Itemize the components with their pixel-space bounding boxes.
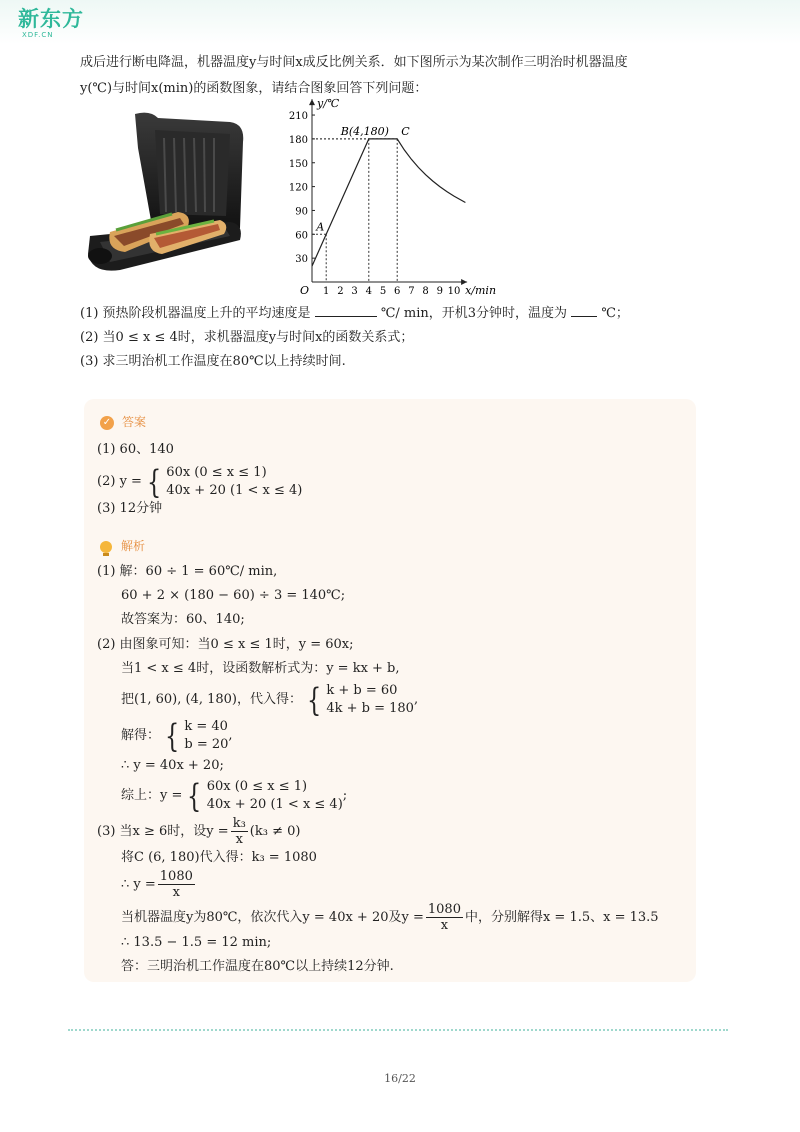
- fraction-denominator: x: [172, 885, 180, 900]
- brand-logo-sub: XDF.CN: [22, 31, 54, 39]
- question-1-prefix: (1) 预热阶段机器温度上升的平均速度是: [80, 306, 311, 321]
- series-line: [312, 139, 465, 266]
- question-1-suffix: ℃；: [601, 306, 629, 321]
- fraction-k3-over-x: [231, 816, 248, 847]
- analysis-1-line-1: (1) 解：60 ÷ 1 = 60℃/ min,: [97, 564, 278, 579]
- analysis-2-line-4: [121, 716, 233, 756]
- point-label: A: [316, 220, 325, 234]
- summary-case-1: 60x (0 ≤ x ≤ 1): [206, 778, 308, 794]
- answer-2-y: y =: [119, 474, 142, 489]
- answer-blank-1: [315, 304, 377, 317]
- y-tick-label: 180: [288, 134, 308, 146]
- analysis-1-line-3: 故答案为：60、140;: [121, 612, 245, 627]
- y-axis-label: y/℃: [317, 97, 340, 111]
- analysis-3-line-1-suffix: (k₃ ≠ 0): [249, 824, 301, 839]
- question-2: (2) 当0 ≤ x ≤ 4时，求机器温度y与时间x的函数关系式；: [80, 330, 414, 345]
- answer-blank-2: [571, 304, 597, 317]
- point-label: B(4,180): [340, 124, 389, 138]
- analysis-3-line-2: 将C (6, 180)代入得：k₃ = 1080: [121, 850, 317, 865]
- analysis-2-line-5: ∴ y = 40x + 20;: [121, 758, 224, 773]
- analysis-3-line-3: [121, 868, 197, 902]
- fraction-numerator: 1080: [427, 902, 461, 917]
- temperature-time-chart: [262, 96, 502, 296]
- analysis-2-line-3: [121, 680, 418, 720]
- analysis-2-line-2: 当1 < x ≤ 4时，设函数解析式为：y = kx + b,: [121, 661, 400, 676]
- analysis-2-system-2: [184, 718, 228, 754]
- x-axis-label: x/min: [465, 284, 497, 296]
- analysis-3-line-4-suffix: 中，分别解得x = 1.5、x = 13.5: [464, 910, 659, 925]
- x-tick-label: 2: [337, 286, 344, 296]
- y-tick-label: 60: [295, 230, 308, 242]
- system-2-eq-1: k = 40: [184, 718, 228, 734]
- x-tick-label: 10: [447, 286, 461, 296]
- fraction-numerator: k₃: [232, 816, 246, 831]
- analysis-2-line-3-prefix: 把(1, 60), (4, 180)，代入得：: [121, 692, 302, 707]
- sandwich-maker-icon: [80, 108, 250, 278]
- brace-icon: {: [187, 776, 202, 815]
- y-tick-label: 120: [288, 182, 308, 194]
- analysis-3-line-1-prefix: (3) 当x ≥ 6时，设y =: [97, 824, 229, 839]
- analysis-2-line-6: [121, 776, 347, 816]
- check-icon: ✓: [100, 416, 114, 430]
- fraction-numerator: 1080: [159, 869, 193, 884]
- x-tick-label: 8: [422, 286, 429, 296]
- y-tick-label: 210: [288, 111, 308, 123]
- question-1: [80, 302, 720, 326]
- answer-heading: [100, 412, 146, 432]
- analysis-3-line-1: [97, 815, 300, 849]
- analysis-heading: [100, 536, 145, 556]
- fraction-1080-over-x: [426, 902, 463, 933]
- system-1-eq-1: k + b = 60: [326, 682, 398, 698]
- analysis-2-system-1: [326, 682, 414, 718]
- fraction-1080-over-x: [158, 869, 195, 900]
- analysis-3-line-4: [121, 901, 659, 935]
- x-tick-label: 5: [379, 286, 387, 296]
- brace-icon: {: [165, 716, 180, 755]
- analysis-2-line-6-prefix: 综上：y =: [121, 788, 183, 803]
- answer-2-prefix: (2): [97, 474, 116, 489]
- analysis-heading-text: 解析: [121, 539, 146, 553]
- y-axis-arrow: [309, 99, 315, 105]
- intro-line-2: y(℃)与时间x(min)的函数图象，请结合图象回答下列问题：: [80, 81, 428, 96]
- answer-2: [97, 462, 302, 502]
- system-1-eq-2: 4k + b = 180: [326, 700, 414, 716]
- analysis-2-line-4-prefix: 解得：: [121, 728, 161, 743]
- question-list: [80, 302, 720, 374]
- intro-line-1: 成后进行断电降温，机器温度y与时间x成反比例关系．如下图所示为某次制作三明治时机器温度: [80, 55, 628, 70]
- x-tick-label: 7: [408, 286, 415, 296]
- analysis-3-line-6: 答：三明治机工作温度在80℃以上持续12分钟.: [121, 959, 394, 974]
- summary-case-2: 40x + 20 (1 < x ≤ 4): [206, 796, 343, 812]
- chart-svg: [262, 96, 502, 296]
- page-number: 16/22: [384, 1072, 416, 1085]
- lightbulb-icon: [100, 541, 112, 553]
- analysis-3-line-4-prefix: 当机器温度y为80℃，依次代入y = 40x + 20及y =: [121, 910, 424, 925]
- brand-logo: 新东方: [18, 7, 84, 31]
- point-label: C: [401, 124, 410, 138]
- question-1-mid: ℃/ min，开机3分钟时，温度为: [380, 306, 568, 321]
- analysis-2-line-6-suffix: ;: [342, 788, 348, 803]
- x-tick-label: 3: [351, 286, 358, 296]
- answer-2-cases: [166, 464, 302, 500]
- page-divider: [68, 1029, 728, 1031]
- analysis-3-line-5: ∴ 13.5 − 1.5 = 12 min;: [121, 935, 272, 950]
- brace-icon: {: [146, 462, 162, 501]
- sandwich-maker-photo: [80, 108, 250, 278]
- analysis-1-line-2: 60 + 2 × (180 − 60) ÷ 3 = 140℃;: [121, 588, 346, 603]
- page-header: [0, 0, 800, 44]
- answer-2-case-2: 40x + 20 (1 < x ≤ 4): [166, 482, 303, 498]
- answer-2-case-1: 60x (0 ≤ x ≤ 1): [166, 464, 267, 480]
- brace-icon: {: [307, 680, 322, 719]
- x-tick-label: 4: [365, 286, 372, 296]
- fraction-denominator: x: [440, 918, 449, 933]
- analysis-2-line-1: (2) 由图象可知：当0 ≤ x ≤ 1时，y = 60x;: [97, 637, 354, 652]
- answer-3: (3) 12分钟: [97, 501, 163, 516]
- origin-label: O: [300, 284, 310, 296]
- x-tick-label: 1: [323, 286, 330, 296]
- x-tick-label: 9: [436, 286, 443, 296]
- system-2-eq-2: b = 20: [184, 736, 229, 752]
- y-tick-label: 30: [295, 254, 308, 266]
- y-tick-label: 90: [295, 206, 308, 218]
- x-tick-label: 6: [394, 286, 401, 296]
- y-tick-label: 150: [288, 158, 308, 170]
- analysis-2-cases: [207, 778, 343, 814]
- question-3: (3) 求三明治机工作温度在80℃以上持续时间.: [80, 354, 346, 369]
- analysis-2-line-4-suffix: ,: [228, 728, 233, 743]
- analysis-2-line-3-suffix: ,: [413, 692, 419, 707]
- answer-heading-text: 答案: [122, 415, 147, 429]
- fraction-denominator: x: [235, 832, 243, 847]
- problem-intro: [80, 50, 720, 102]
- answer-1: (1) 60、140: [97, 442, 174, 457]
- analysis-3-line-3-prefix: ∴ y =: [121, 877, 156, 892]
